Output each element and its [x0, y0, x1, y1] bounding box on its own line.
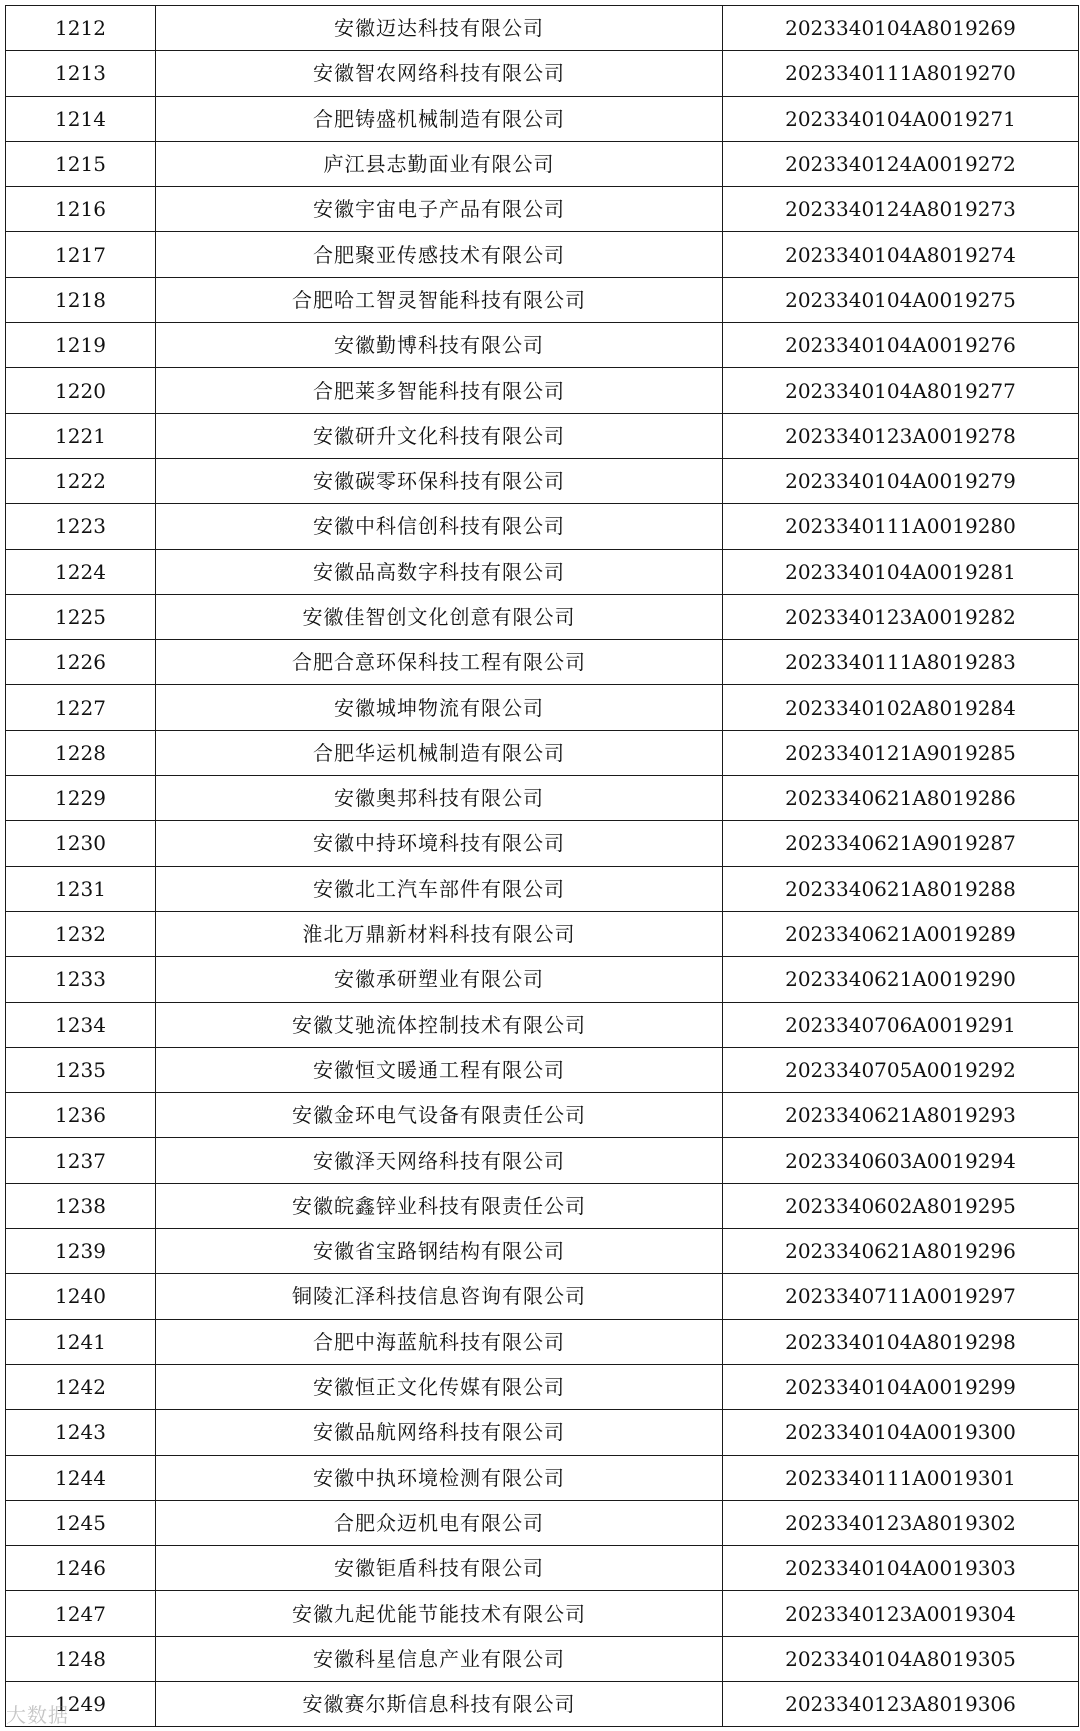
- company-name-cell: 安徽中持环境科技有限公司: [156, 821, 723, 866]
- table-row: [6, 504, 1079, 549]
- registration-code-cell: 2023340123A0019304: [723, 1591, 1079, 1636]
- company-name-cell: 安徽省宝路钢结构有限公司: [156, 1229, 723, 1274]
- sequence-number-cell: 1249: [6, 1681, 156, 1726]
- registration-code-cell: 2023340124A8019273: [723, 187, 1079, 232]
- table-row: [6, 1681, 1079, 1726]
- company-name-cell: 合肥哈工智灵智能科技有限公司: [156, 277, 723, 322]
- sequence-number-cell: 1246: [6, 1546, 156, 1591]
- sequence-number-cell: 1245: [6, 1500, 156, 1545]
- registration-code-cell: 2023340104A8019277: [723, 368, 1079, 413]
- table-row: [6, 1138, 1079, 1183]
- sequence-number-cell: 1242: [6, 1364, 156, 1409]
- registration-code-cell: 2023340111A0019301: [723, 1455, 1079, 1500]
- company-name-cell: 安徽赛尔斯信息科技有限公司: [156, 1681, 723, 1726]
- sequence-number-cell: 1219: [6, 323, 156, 368]
- table-row: [6, 323, 1079, 368]
- sequence-number-cell: 1240: [6, 1274, 156, 1319]
- company-name-cell: 安徽中科信创科技有限公司: [156, 504, 723, 549]
- company-name-cell: 安徽恒文暖通工程有限公司: [156, 1047, 723, 1092]
- registration-code-cell: 2023340621A8019293: [723, 1093, 1079, 1138]
- registration-code-cell: 2023340104A0019281: [723, 549, 1079, 594]
- table-row: [6, 51, 1079, 96]
- company-name-cell: 安徽皖鑫锌业科技有限责任公司: [156, 1183, 723, 1228]
- table-row: [6, 776, 1079, 821]
- table-row: [6, 640, 1079, 685]
- registration-code-cell: 2023340104A0019276: [723, 323, 1079, 368]
- company-name-cell: 合肥华运机械制造有限公司: [156, 730, 723, 775]
- table-row: [6, 594, 1079, 639]
- registration-code-cell: 2023340102A8019284: [723, 685, 1079, 730]
- registration-code-cell: 2023340104A8019274: [723, 232, 1079, 277]
- table-row: [6, 1455, 1079, 1500]
- sequence-number-cell: 1229: [6, 776, 156, 821]
- sequence-number-cell: 1213: [6, 51, 156, 96]
- table-row: [6, 1002, 1079, 1047]
- sequence-number-cell: 1224: [6, 549, 156, 594]
- company-name-cell: 淮北万鼎新材料科技有限公司: [156, 911, 723, 956]
- table-row: [6, 6, 1079, 51]
- company-name-cell: 安徽北工汽车部件有限公司: [156, 866, 723, 911]
- company-name-cell: 合肥铸盛机械制造有限公司: [156, 96, 723, 141]
- company-name-cell: 安徽艾驰流体控制技术有限公司: [156, 1002, 723, 1047]
- company-name-cell: 铜陵汇泽科技信息咨询有限公司: [156, 1274, 723, 1319]
- registration-code-cell: 2023340104A0019299: [723, 1364, 1079, 1409]
- table-row: [6, 957, 1079, 1002]
- company-name-cell: 安徽佳智创文化创意有限公司: [156, 594, 723, 639]
- company-name-cell: 安徽泽天网络科技有限公司: [156, 1138, 723, 1183]
- sequence-number-cell: 1218: [6, 277, 156, 322]
- registration-code-cell: 2023340104A8019298: [723, 1319, 1079, 1364]
- sequence-number-cell: 1238: [6, 1183, 156, 1228]
- sequence-number-cell: 1232: [6, 911, 156, 956]
- sequence-number-cell: 1222: [6, 458, 156, 503]
- sequence-number-cell: 1236: [6, 1093, 156, 1138]
- registration-code-cell: 2023340104A8019269: [723, 6, 1079, 51]
- sequence-number-cell: 1241: [6, 1319, 156, 1364]
- table-row: [6, 277, 1079, 322]
- table-row: [6, 1183, 1079, 1228]
- sequence-number-cell: 1235: [6, 1047, 156, 1092]
- company-name-cell: 安徽奥邦科技有限公司: [156, 776, 723, 821]
- registration-code-cell: 2023340621A8019288: [723, 866, 1079, 911]
- company-name-cell: 合肥合意环保科技工程有限公司: [156, 640, 723, 685]
- sequence-number-cell: 1248: [6, 1636, 156, 1681]
- table-row: [6, 413, 1079, 458]
- table-row: [6, 187, 1079, 232]
- table-row: [6, 1364, 1079, 1409]
- registration-code-cell: 2023340123A8019306: [723, 1681, 1079, 1726]
- registration-code-cell: 2023340124A0019272: [723, 141, 1079, 186]
- company-name-cell: 安徽迈达科技有限公司: [156, 6, 723, 51]
- sequence-number-cell: 1234: [6, 1002, 156, 1047]
- sequence-number-cell: 1223: [6, 504, 156, 549]
- table-row: [6, 866, 1079, 911]
- sequence-number-cell: 1225: [6, 594, 156, 639]
- company-name-cell: 安徽恒正文化传媒有限公司: [156, 1364, 723, 1409]
- table-row: [6, 1047, 1079, 1092]
- table-row: [6, 1410, 1079, 1455]
- sequence-number-cell: 1220: [6, 368, 156, 413]
- table-row: [6, 96, 1079, 141]
- registration-code-cell: 2023340706A0019291: [723, 1002, 1079, 1047]
- company-name-cell: 安徽智农网络科技有限公司: [156, 51, 723, 96]
- company-name-cell: 安徽钜盾科技有限公司: [156, 1546, 723, 1591]
- sequence-number-cell: 1214: [6, 96, 156, 141]
- sequence-number-cell: 1215: [6, 141, 156, 186]
- table-row: [6, 1546, 1079, 1591]
- company-name-cell: 安徽品高数字科技有限公司: [156, 549, 723, 594]
- sequence-number-cell: 1212: [6, 6, 156, 51]
- company-name-cell: 安徽九起优能节能技术有限公司: [156, 1591, 723, 1636]
- table-row: [6, 821, 1079, 866]
- company-name-cell: 安徽科星信息产业有限公司: [156, 1636, 723, 1681]
- registration-code-cell: 2023340111A0019280: [723, 504, 1079, 549]
- registration-code-cell: 2023340104A0019271: [723, 96, 1079, 141]
- company-name-cell: 安徽宇宙电子产品有限公司: [156, 187, 723, 232]
- table-row: [6, 458, 1079, 503]
- sequence-number-cell: 1228: [6, 730, 156, 775]
- registration-code-cell: 2023340621A0019289: [723, 911, 1079, 956]
- company-name-cell: 安徽品航网络科技有限公司: [156, 1410, 723, 1455]
- registration-code-cell: 2023340104A0019275: [723, 277, 1079, 322]
- sequence-number-cell: 1217: [6, 232, 156, 277]
- registration-code-cell: 2023340123A0019278: [723, 413, 1079, 458]
- registration-code-cell: 2023340621A8019286: [723, 776, 1079, 821]
- registration-code-cell: 2023340621A9019287: [723, 821, 1079, 866]
- company-name-cell: 安徽承研塑业有限公司: [156, 957, 723, 1002]
- table-row: [6, 1591, 1079, 1636]
- registration-code-cell: 2023340104A8019305: [723, 1636, 1079, 1681]
- table-row: [6, 1229, 1079, 1274]
- table-row: [6, 141, 1079, 186]
- sequence-number-cell: 1243: [6, 1410, 156, 1455]
- registration-code-cell: 2023340603A0019294: [723, 1138, 1079, 1183]
- company-name-cell: 安徽金环电气设备有限责任公司: [156, 1093, 723, 1138]
- registration-code-cell: 2023340104A0019303: [723, 1546, 1079, 1591]
- sequence-number-cell: 1227: [6, 685, 156, 730]
- sequence-number-cell: 1231: [6, 866, 156, 911]
- registration-code-cell: 2023340111A8019270: [723, 51, 1079, 96]
- sequence-number-cell: 1233: [6, 957, 156, 1002]
- registration-code-cell: 2023340123A0019282: [723, 594, 1079, 639]
- company-name-cell: 安徽勤博科技有限公司: [156, 323, 723, 368]
- company-registry-table: [5, 5, 1079, 1727]
- registration-code-cell: 2023340123A8019302: [723, 1500, 1079, 1545]
- company-name-cell: 安徽城坤物流有限公司: [156, 685, 723, 730]
- table-row: [6, 1274, 1079, 1319]
- sequence-number-cell: 1230: [6, 821, 156, 866]
- company-name-cell: 合肥莱多智能科技有限公司: [156, 368, 723, 413]
- sequence-number-cell: 1247: [6, 1591, 156, 1636]
- sequence-number-cell: 1221: [6, 413, 156, 458]
- registration-code-cell: 2023340602A8019295: [723, 1183, 1079, 1228]
- table-row: [6, 911, 1079, 956]
- sequence-number-cell: 1226: [6, 640, 156, 685]
- company-name-cell: 安徽碳零环保科技有限公司: [156, 458, 723, 503]
- table-row: [6, 685, 1079, 730]
- watermark: 大数据: [6, 1703, 69, 1727]
- registration-code-cell: 2023340104A0019300: [723, 1410, 1079, 1455]
- table-row: [6, 1636, 1079, 1681]
- company-name-cell: 庐江县志勤面业有限公司: [156, 141, 723, 186]
- table-row: [6, 368, 1079, 413]
- table-row: [6, 1093, 1079, 1138]
- company-name-cell: 安徽中执环境检测有限公司: [156, 1455, 723, 1500]
- table-row: [6, 1319, 1079, 1364]
- company-name-cell: 合肥聚亚传感技术有限公司: [156, 232, 723, 277]
- registration-code-cell: 2023340111A8019283: [723, 640, 1079, 685]
- registration-code-cell: 2023340711A0019297: [723, 1274, 1079, 1319]
- sequence-number-cell: 1216: [6, 187, 156, 232]
- table-row: [6, 1500, 1079, 1545]
- sequence-number-cell: 1237: [6, 1138, 156, 1183]
- company-name-cell: 安徽研升文化科技有限公司: [156, 413, 723, 458]
- table-row: [6, 549, 1079, 594]
- registration-code-cell: 2023340621A0019290: [723, 957, 1079, 1002]
- sequence-number-cell: 1239: [6, 1229, 156, 1274]
- company-name-cell: 合肥中海蓝航科技有限公司: [156, 1319, 723, 1364]
- registration-code-cell: 2023340621A8019296: [723, 1229, 1079, 1274]
- sequence-number-cell: 1244: [6, 1455, 156, 1500]
- table-row: [6, 730, 1079, 775]
- company-name-cell: 合肥众迈机电有限公司: [156, 1500, 723, 1545]
- registration-code-cell: 2023340104A0019279: [723, 458, 1079, 503]
- registration-code-cell: 2023340121A9019285: [723, 730, 1079, 775]
- table-row: [6, 232, 1079, 277]
- table-body: [6, 6, 1079, 1727]
- registration-code-cell: 2023340705A0019292: [723, 1047, 1079, 1092]
